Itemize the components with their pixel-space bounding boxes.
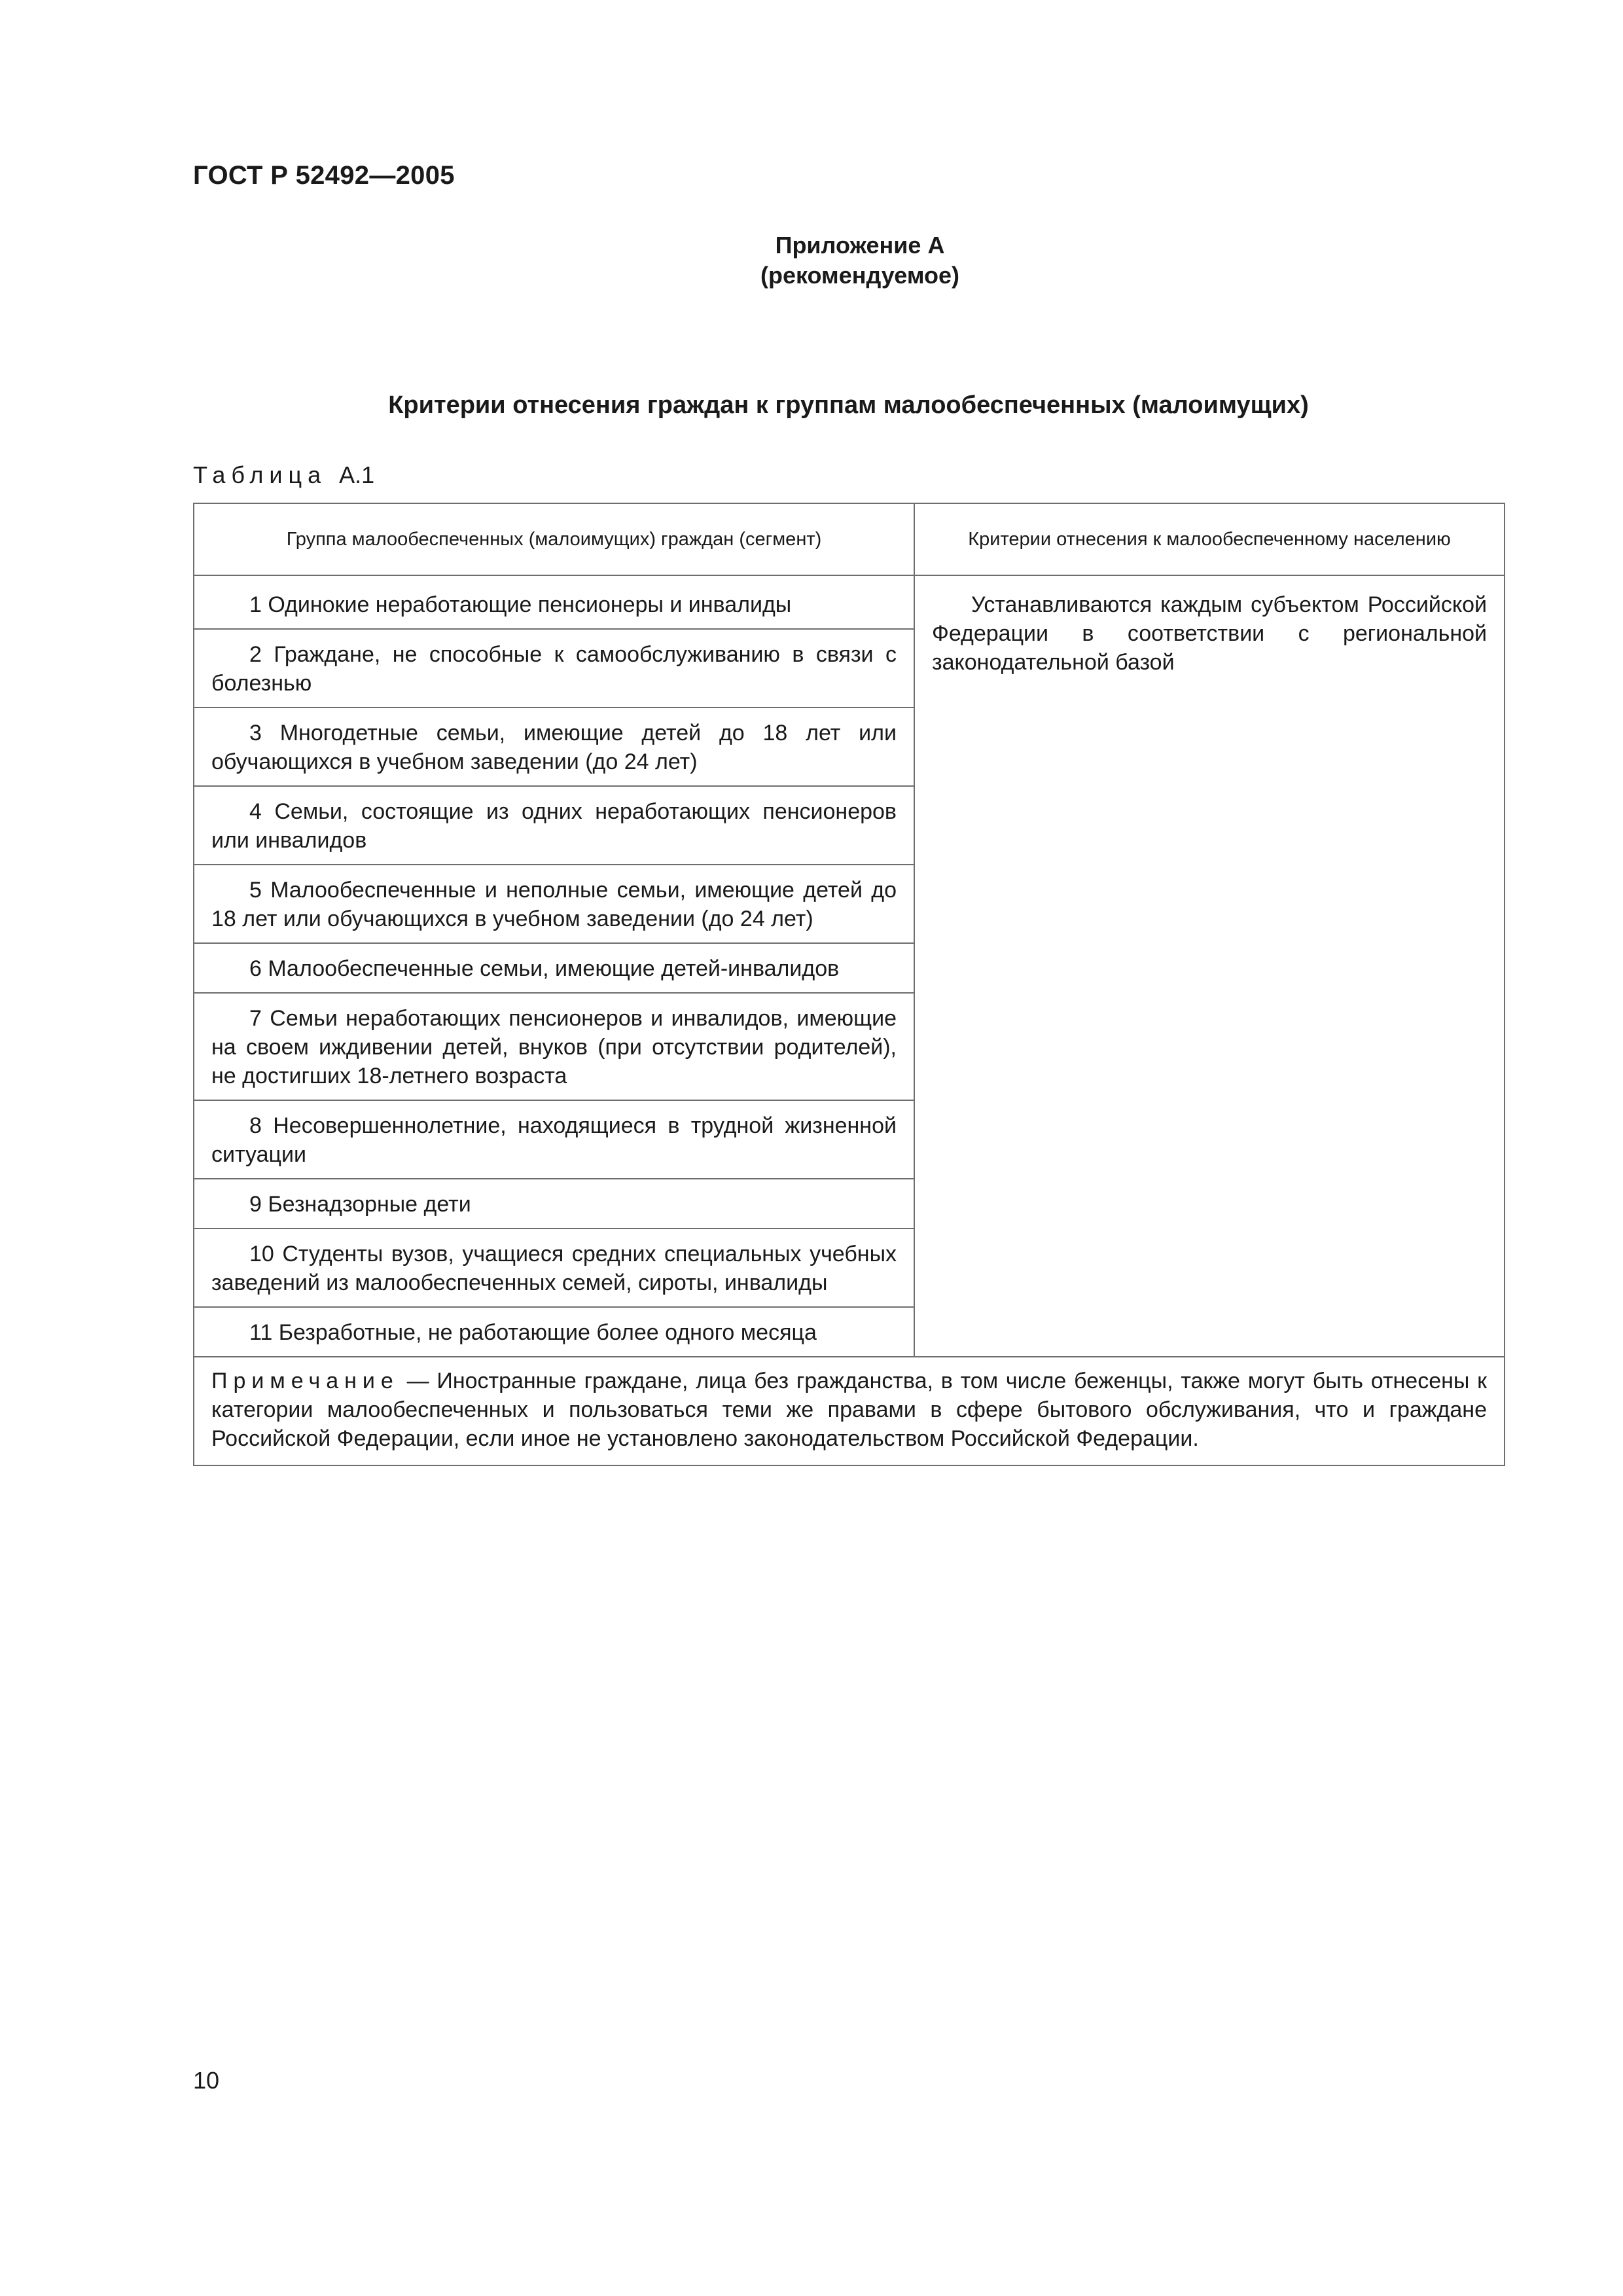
group-cell: 11 Безработные, не работающие более одного месяца bbox=[194, 1307, 914, 1357]
appendix-heading bbox=[0, 230, 1623, 291]
column-header-group: Группа малообеспеченных (малоимущих) граждан (сегмент) bbox=[194, 503, 914, 575]
column-header-criteria: Критерии отнесения к малообеспеченному населению bbox=[914, 503, 1505, 575]
group-cell: 9 Безнадзорные дети bbox=[194, 1179, 914, 1229]
table-label-number: А.1 bbox=[339, 461, 375, 488]
table-note bbox=[194, 1357, 1505, 1465]
table-header-row bbox=[194, 503, 1505, 575]
section-title: Критерии отнесения граждан к группам малообеспеченных (малоимущих) bbox=[388, 391, 1309, 419]
appendix-subtitle: (рекомендуемое) bbox=[760, 262, 959, 289]
note-label: Примечание bbox=[211, 1369, 399, 1393]
group-cell: 4 Семьи, состоящие из одних неработающих пенсионеров или инвалидов bbox=[194, 786, 914, 865]
table-note-row bbox=[194, 1357, 1505, 1465]
document-code: ГОСТ Р 52492—2005 bbox=[193, 161, 455, 190]
appendix-title: Приложение А bbox=[775, 232, 945, 259]
group-cell: 2 Граждане, не способные к самообслуживанию в связи с болезнью bbox=[194, 629, 914, 708]
table-label bbox=[193, 461, 374, 489]
note-text: — Иностранные граждане, лица без гражданства, в том числе беженцы, также могут быть отнесены к категории малообеспеченных и пользоваться теми же правами в сфере бытового обслуживания, что и граждане Российской Федерации, если иное не установлено законодательством Российской Федерации. bbox=[211, 1369, 1487, 1451]
group-cell: 8 Несовершеннолетние, находящиеся в трудной жизненной ситуации bbox=[194, 1100, 914, 1179]
criteria-table bbox=[193, 503, 1505, 1466]
table-row bbox=[194, 575, 1505, 629]
group-cell: 10 Студенты вузов, учащиеся средних специальных учебных заведений из малообеспеченных семей, сироты, инвалиды bbox=[194, 1229, 914, 1307]
group-cell: 5 Малообеспеченные и неполные семьи, имеющие детей до 18 лет или обучающихся в учебном заведении (до 24 лет) bbox=[194, 865, 914, 943]
table-label-prefix: Таблица bbox=[193, 461, 327, 488]
group-cell: 3 Многодетные семьи, имеющие детей до 18 лет или обучающихся в учебном заведении (до 24 лет) bbox=[194, 708, 914, 786]
group-cell: 7 Семьи неработающих пенсионеров и инвалидов, имеющие на своем иждивении детей, внуков (при отсутствии родителей), не достигших 18-летнего возраста bbox=[194, 993, 914, 1100]
page-number: 10 bbox=[193, 2067, 220, 2094]
criteria-cell: Устанавливаются каждым субъектом Российской Федерации в соответствии с региональной законодательной базой bbox=[914, 575, 1505, 1357]
group-cell: 1 Одинокие неработающие пенсионеры и инвалиды bbox=[194, 575, 914, 629]
group-cell: 6 Малообеспеченные семьи, имеющие детей-инвалидов bbox=[194, 943, 914, 993]
